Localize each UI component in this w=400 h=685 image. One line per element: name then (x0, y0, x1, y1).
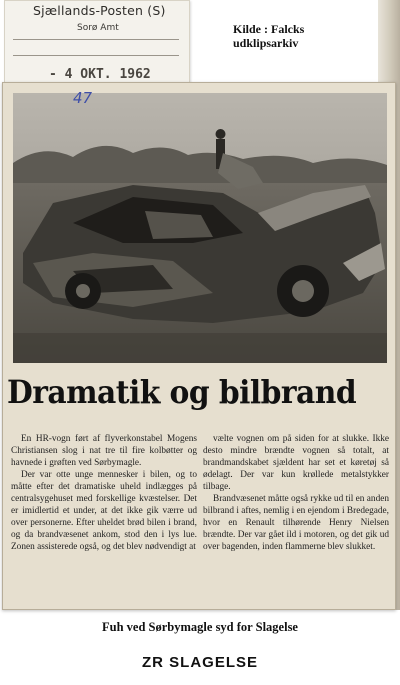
source-note-line: udklipsarkiv (233, 36, 299, 50)
article-column-left (11, 433, 197, 553)
article-headline: Dramatik og bilbrand (7, 373, 357, 411)
article-paragraph: Brandvæsenet måtte også rykke ud til en anden bilbrand i aftes, nemlig i en ejendom i Bredegade, hvor en Renault tilhørende Henry Nielsen brændte. Der var gået ild i motoren, og det gik ud over bagenden, inden flammerne blev slukket. (203, 494, 389, 552)
article-paragraph: vælte vognen om på siden for at slukke. Ikke desto mindre brændte vognen så totalt, at brandmandskabet sjældent har set et køretøj så ødelagt. Der var kun krøllede metalstykker tilbage. (203, 434, 389, 492)
newspaper-area: Sorø Amt (77, 23, 119, 33)
source-note (233, 22, 373, 50)
source-note-line: Kilde : Falcks (233, 22, 305, 36)
article-body (11, 433, 389, 601)
slip-rule-line (13, 39, 179, 40)
newspaper-clipping (2, 82, 396, 610)
article-paragraph: Der var otte unge mennesker i bilen, og to måtte efter det dramatiske uheld indlægges på centralsygehuset med forskellige kvæstelser. Det er imidlertid et under, at det ikke gik værre ud over personerne. Efter uheldet brød bilen i brand, og da brandvæsenet ankom, stod den i lys lue. Zonen assisterede også, og det blev nødvendigt at (11, 470, 197, 552)
slip-rule-line (13, 55, 179, 56)
article-paragraph: En HR-vogn ført af flyverkonstabel Mogens Christiansen slog i nat tre til fire kolbøtter og havnede i grøften ved Sørbymagle. (11, 434, 197, 468)
article-column-right (203, 433, 389, 553)
newspaper-label-slip (4, 0, 190, 84)
handwritten-archive-number: 47 (73, 89, 93, 107)
wrecked-car-photo (13, 93, 387, 363)
footer-location: ZR SLAGELSE (141, 654, 258, 671)
wrecked-car-illustration (13, 93, 387, 363)
photo-caption: Fuh ved Sørbymagle syd for Slagelse (102, 620, 298, 634)
clipping-date-stamp: - 4 OKT. 1962 (49, 67, 151, 82)
newspaper-name: Sjællands-Posten (S) (33, 3, 166, 18)
